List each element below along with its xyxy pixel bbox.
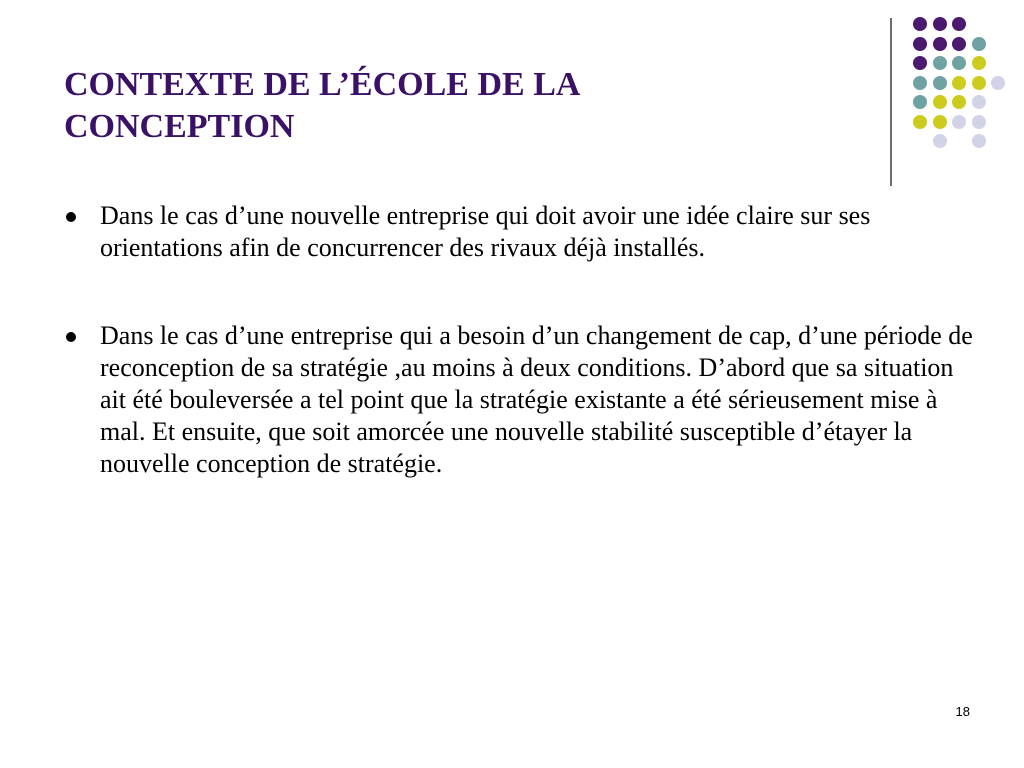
decorative-dot-icon	[913, 17, 927, 31]
bullet-dot-icon	[66, 332, 76, 342]
decorative-dot-icon	[952, 37, 966, 51]
decorative-dot-icon	[952, 95, 966, 109]
decorative-dot-icon	[913, 37, 927, 51]
decorative-dot-icon	[952, 17, 966, 31]
decorative-dot-icon	[972, 56, 986, 70]
decorative-dot-icon	[933, 95, 947, 109]
decorative-dot-icon	[913, 95, 927, 109]
decorative-dot-icon	[972, 134, 986, 148]
title-line-2: CONCEPTION	[64, 108, 295, 145]
decorative-dot-icon	[952, 56, 966, 70]
title-line-1: CONTEXTE DE L’ÉCOLE DE LA	[64, 66, 581, 103]
decorative-dot-icon	[952, 115, 966, 129]
decorative-dot-icon	[952, 76, 966, 90]
decorative-dot-icon	[991, 76, 1005, 90]
decorative-dot-grid	[0, 0, 1024, 200]
decorative-dot-icon	[933, 37, 947, 51]
bullet-dot-icon	[66, 212, 76, 222]
decorative-dot-icon	[933, 134, 947, 148]
bullet-item	[64, 320, 974, 480]
decorative-dot-icon	[933, 17, 947, 31]
decorative-dot-icon	[972, 37, 986, 51]
decorative-dot-icon	[972, 76, 986, 90]
decorative-dot-icon	[913, 56, 927, 70]
bullet-item	[64, 200, 974, 264]
decorative-dot-icon	[913, 115, 927, 129]
decorative-dot-icon	[933, 56, 947, 70]
decorative-dot-icon	[913, 76, 927, 90]
bullet-text: Dans le cas d’une nouvelle entreprise qui doit avoir une idée claire sur ses orientations afin de concurrencer des rivaux déjà installés.	[100, 201, 871, 262]
decorative-dot-icon	[933, 76, 947, 90]
bullet-list	[64, 200, 974, 480]
page-number: 18	[955, 704, 970, 719]
decorative-dot-icon	[972, 115, 986, 129]
bullet-text: Dans le cas d’une entreprise qui a besoin d’un changement de cap, d’une période de reconception de sa stratégie ,au moins à deux conditions. D’abord que sa situation ait été bouleversée a tel point que la stratégie existante a été sérieusement mise à mal. Et ensuite, que soit amorcée une nouvelle stabilité susceptible d’étayer la nouvelle conception de stratégie.	[100, 321, 973, 478]
decorative-dot-icon	[972, 95, 986, 109]
decorative-dot-icon	[933, 115, 947, 129]
